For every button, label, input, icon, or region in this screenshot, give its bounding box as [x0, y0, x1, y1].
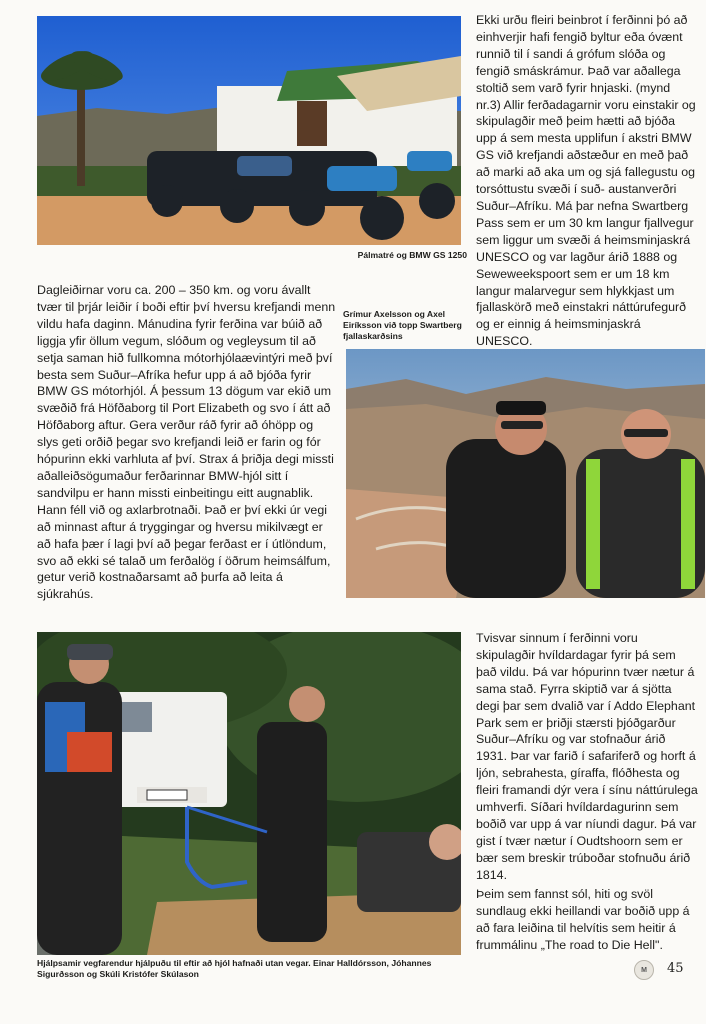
mountain-photo: [346, 349, 705, 598]
mountain-photo-graphic: [346, 349, 705, 598]
page-number: 45: [667, 961, 684, 976]
text-col-bottom-right-1: Tvisvar sinnum í ferðinni voru skipulagðir hvíldardagar fyrir þá sem það vildu. Þá var hópurinn tvær nætur á sama stað. Fyrra skiptið var á sjötta degi þar sem dvalið var í Addo Elephant Park sem er þriðji stærsti þjóðgarður Suður–Afríku og var stofnaður árið 1931. Þar var farið í safariferð og horft á ljón, sebrahesta, gíraffa, flóðhesta og fleiri framandi dýr vera í sínu náttúrulega umhverfi. Síðari hvíldardagurinn sem boðið var upp á var níundi dagur. Þá var gist í tvær nætur í Oudtshoorn sem er bær sem breskir trúboðar stofnuðu árið 1814.: [476, 631, 698, 882]
mountain-caption: Grímur Axelsson og Axel Eiríksson við topp Swartberg fjallaskarðsins: [343, 309, 462, 341]
motorcycles-caption: Pálmatré og BMW GS 1250: [357, 250, 467, 260]
text-col-top-right: Ekki urðu fleiri beinbrot í ferðinni þó að einhverjir hafi fengið byltur eða óvænt runnið til í sandi á grófum slóða og fengið smáskrámur. Það var aðallega stoltið sem varð fyrir hnjaski. (mynd nr.3) Allir ferðadagarnir voru einstakir og skipulagðir með þeim hætti að bjóða upp á sem mesta upplifun í akstri BMW GS við krefjandi aðstæður en með það að marki að aka um og sjá fallegustu og torsóttustu svæði í suð- austanverðri Suður–Afríku. Má þar nefna Swartberg Pass sem er um 30 km langur fjallvegur sem liggur um svæði á heimsminjaskrá UNESCO og var lagður árið 1888 og Seweweekspoort sem er um 18 km langur malarvegur sem hlykkjast um fjallaskörð með einstakri náttúrufegurð og er einnig á heimsminjaskrá UNESCO.: [476, 13, 696, 349]
magazine-logo-text: M: [641, 966, 647, 974]
roadside-caption: Hjálpsamir vegfarendur hjálpuðu til eftir að hjól hafnaði utan vegar. Einar Halldórsson, Jóhannes Sigurðsson og Skúli Kristófer Skúlason: [37, 958, 432, 979]
roadside-photo: [37, 632, 461, 955]
text-col-bottom-right-2: Þeim sem fannst sól, hiti og svöl sundlaug ekki heillandi var boðið upp á að fara leiðina til helvítis sem heitir á frummálinu „The road to Die Hell".: [476, 887, 690, 952]
magazine-logo-icon: [634, 960, 654, 980]
motorcycles-photo-graphic: [37, 16, 461, 245]
text-col-mid-left: Dagleiðirnar voru ca. 200 – 350 km. og voru ávallt tvær til þrjár leiðir í boði eftir því hversu krefjandi menn vildu hafa daginn. Mánudina fyrir ferðina var búið að liggja yfir öllum vegum, slóðum og vegleysum til að setja saman hið fullkomna mótorhjólaævintýri með því besta sem Suður–Afríka hefur upp á að bjóða fyrir BMW GS mótorhjól. Á þessum 13 dögum var ekið um svæðið frá Höfðaborg til Port Elizabeth og svo í átt að Höfðaborg aftur. Gera verður ráð fyrir að óhöpp og slys geti orðið þegar svo krefjandi leið er farin og fór hópurinn ekki varhluta af því. Strax á þriðja degi missti aðalleiðsögumaður ferðarinnar BMW-hjól sitt í sandvilpu er hann missti einbeitingu eitt augnablik. Hann féll við og axlarbrotnaði. Það er því ekki úr vegi að minnast aftur á tryggingar og hversu mikilvægt er að hafa þær í lagi því að þegar ferðast er í útlöndum, svo að ekki sé talað um ferðalög í öðrum heimsálfum, getur verið kostnaðarsamt að þurfa að leita á sjúkrahús.: [37, 283, 336, 602]
roadside-photo-graphic: [37, 632, 461, 955]
motorcycles-photo: [37, 16, 461, 245]
